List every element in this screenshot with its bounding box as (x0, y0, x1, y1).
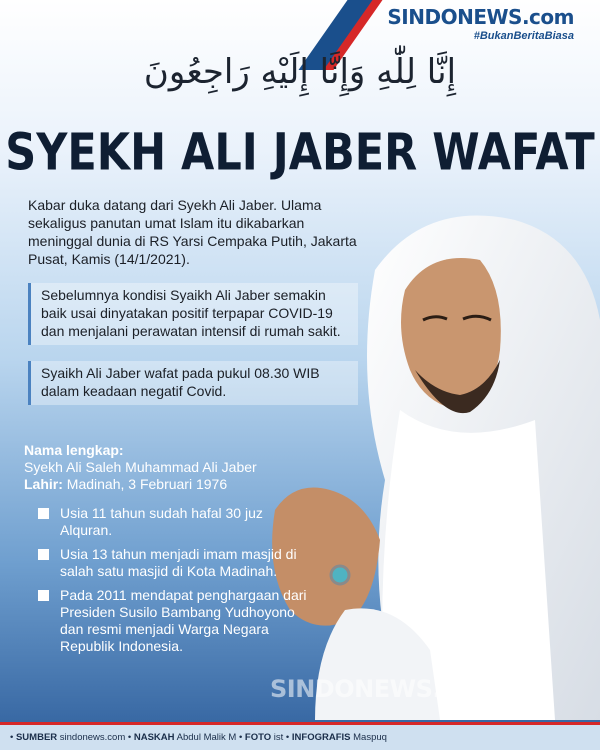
bullet-square-icon (38, 508, 49, 519)
list-item (38, 505, 308, 539)
info-box-condition: Sebelumnya kondisi Syaikh Ali Jaber semakin baik usai dinyatakan positif terpapar COVID-19 dan menjalani perawatan intensif di rumah sakit. (28, 283, 358, 345)
bio-section (24, 442, 324, 493)
bullet-square-icon (38, 549, 49, 560)
birth-label: Lahir: (24, 476, 63, 492)
list-item (38, 546, 308, 580)
credits-footer: • SUMBER sindonews.com • NASKAH Abdul Malik M • FOTO ist • INFOGRAFIS Maspuq (0, 725, 600, 750)
fact-text: Pada 2011 mendapat penghargaan dari Presiden Susilo Bambang Yudhoyono dan resmi menjadi Warga Negara Republik Indonesia. (60, 587, 307, 654)
page-title: SYEKH ALI JABER WAFAT (5, 123, 595, 183)
name-label: Nama lengkap: (24, 442, 124, 458)
brand-tagline: #BukanBeritaBiasa (473, 30, 574, 42)
intro-paragraph: Kabar duka datang dari Syekh Ali Jaber. Ulama sekaligus panutan umat Islam itu dikabarkan meninggal dunia di RS Yarsi Cempaka Putih, Jakarta Pusat, Kamis (14/1/2021). (28, 197, 357, 267)
script-value: Abdul Malik M (176, 732, 237, 743)
infographic-label: INFOGRAFIS (291, 732, 351, 743)
script-label: NASKAH (133, 732, 175, 743)
fact-text: Usia 11 tahun sudah hafal 30 juz Alquran. (60, 505, 263, 538)
source-label: SUMBER (15, 732, 58, 743)
infographic-value: Maspuq (353, 732, 387, 743)
source-value: sindonews.com (59, 732, 126, 743)
brand-header (387, 5, 574, 42)
photo-value: ist (273, 732, 284, 743)
photo-label: FOTO (244, 732, 272, 743)
birth-value: Madinah, 3 Februari 1976 (66, 476, 228, 492)
arabic-calligraphy: إِنَّا لِلّٰهِ وَإِنَّا إِلَيْهِ رَاجِعُونَ (143, 52, 457, 92)
brand-logo: SINDONEWS.com (387, 5, 574, 29)
fact-text: Usia 13 tahun menjadi imam masjid di salah satu masjid di Kota Madinah. (60, 546, 297, 579)
name-value: Syekh Ali Saleh Muhammad Ali Jaber (24, 459, 257, 475)
info-box-death-time: Syaikh Ali Jaber wafat pada pukul 08.30 WIB dalam keadaan negatif Covid. (28, 361, 358, 405)
list-item (38, 587, 308, 655)
watermark-logo: SINDONEWS.com (270, 675, 496, 703)
facts-list (38, 505, 308, 662)
bullet-square-icon (38, 590, 49, 601)
